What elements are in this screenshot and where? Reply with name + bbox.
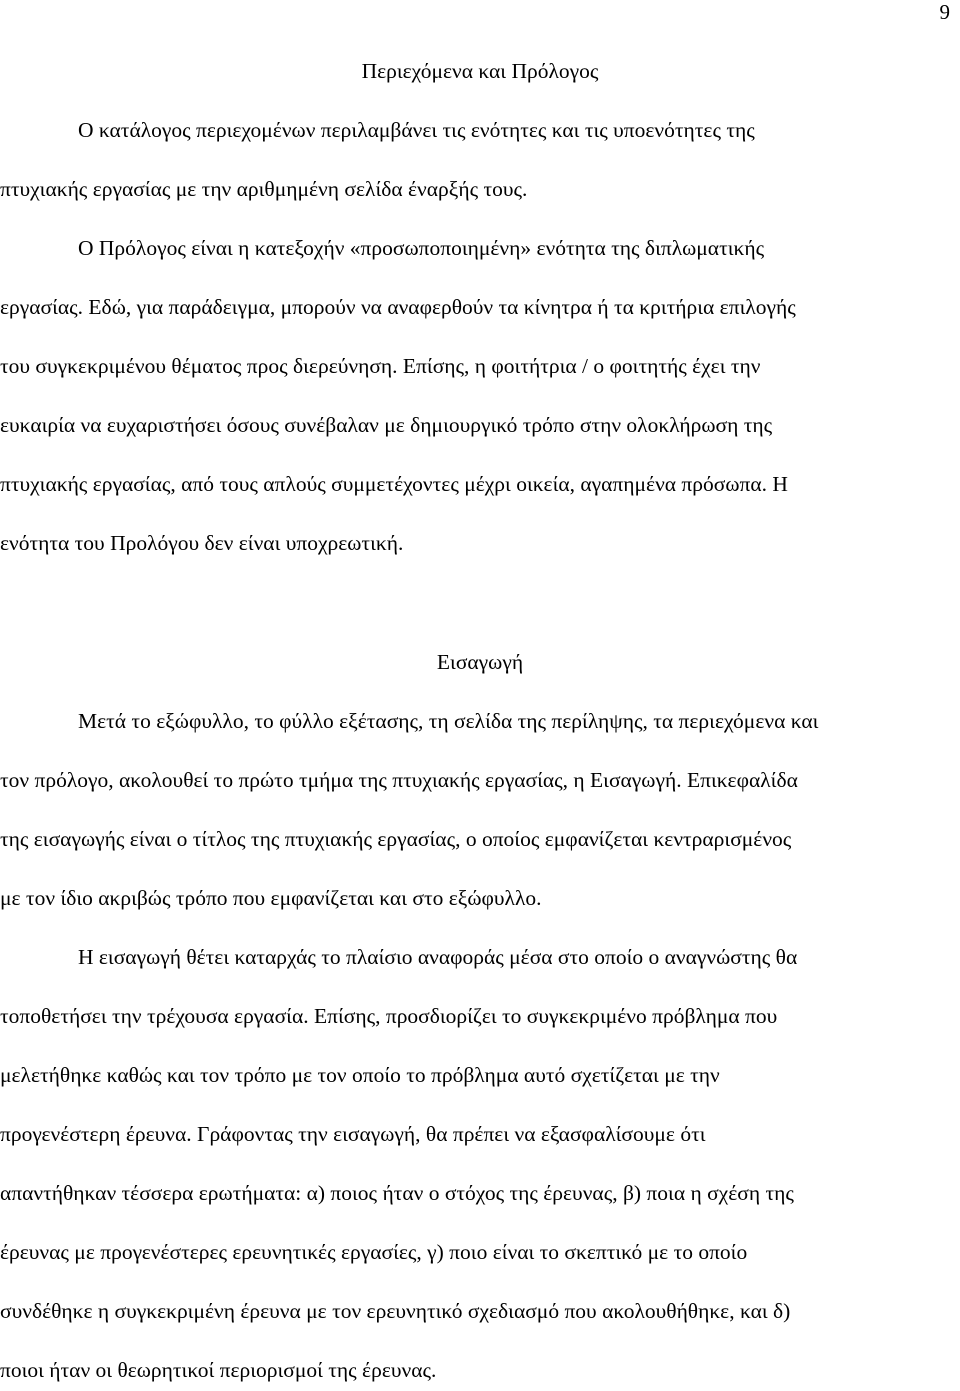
paragraph-line: με τον ίδιο ακριβώς τρόπο που εμφανίζεται και στο εξώφυλλο. xyxy=(0,886,542,910)
paragraph-line: Ο κατάλογος περιεχομένων περιλαμβάνει τις ενότητες και τις υποενότητες της xyxy=(78,118,755,142)
page-number: 9 xyxy=(939,0,950,24)
paragraph-line: Μετά το εξώφυλλο, το φύλλο εξέτασης, τη σελίδα της περίληψης, τα περιεχόμενα και xyxy=(78,709,819,733)
section-heading-introduction: Εισαγωγή xyxy=(436,650,524,674)
paragraph-line: του συγκεκριμένου θέματος προς διερεύνηση. Επίσης, η φοιτήτρια / ο φοιτητής έχει την xyxy=(0,354,761,378)
paragraph-line: απαντήθηκαν τέσσερα ερωτήματα: α) ποιος ήταν ο στόχος της έρευνας, β) ποια η σχέση της xyxy=(0,1181,794,1205)
paragraph-line: πτυχιακής εργασίας με την αριθμημένη σελίδα έναρξής τους. xyxy=(0,177,528,201)
paragraph-line: ποιοι ήταν οι θεωρητικοί περιορισμοί της έρευνας. xyxy=(0,1358,437,1382)
paragraph-line: έρευνας με προγενέστερες ερευνητικές εργασίες, γ) ποιο είναι το σκεπτικό με το οποίο xyxy=(0,1240,748,1264)
paragraph-line: πτυχιακής εργασίας, από τους απλούς συμμετέχοντες μέχρι οικεία, αγαπημένα πρόσωπα. Η xyxy=(0,472,788,496)
paragraph-line: Ο Πρόλογος είναι η κατεξοχήν «προσωποποιημένη» ενότητα της διπλωματικής xyxy=(78,236,765,260)
paragraph-line: της εισαγωγής είναι ο τίτλος της πτυχιακής εργασίας, ο οποίος εμφανίζεται κεντραρισμένος xyxy=(0,827,792,851)
paragraph-line: εργασίας. Εδώ, για παράδειγμα, μπορούν να αναφερθούν τα κίνητρα ή τα κριτήρια επιλογής xyxy=(0,295,796,319)
paragraph-line: συνδέθηκε η συγκεκριμένη έρευνα με τον ερευνητικό σχεδιασμό που ακολουθήθηκε, και δ) xyxy=(0,1299,791,1323)
paragraph-line: Η εισαγωγή θέτει καταρχάς το πλαίσιο αναφοράς μέσα στο οποίο ο αναγνώστης θα xyxy=(78,945,798,969)
paragraph-line: προγενέστερη έρευνα. Γράφοντας την εισαγωγή, θα πρέπει να εξασφαλίσουμε ότι xyxy=(0,1122,706,1146)
paragraph-line: ευκαιρία να ευχαριστήσει όσους συνέβαλαν με δημιουργικό τρόπο στην ολοκλήρωση της xyxy=(0,413,773,437)
paragraph-line: μελετήθηκε καθώς και τον τρόπο με τον οποίο το πρόβλημα αυτό σχετίζεται με την xyxy=(0,1063,720,1087)
section-heading-contents-prologue: Περιεχόμενα και Πρόλογος xyxy=(361,59,599,83)
paragraph-line: ενότητα του Προλόγου δεν είναι υποχρεωτική. xyxy=(0,531,404,555)
paragraph-line: τον πρόλογο, ακολουθεί το πρώτο τμήμα της πτυχιακής εργασίας, η Εισαγωγή. Επικεφαλίδα xyxy=(0,768,798,792)
paragraph-line: τοποθετήσει την τρέχουσα εργασία. Επίσης, προσδιορίζει το συγκεκριμένο πρόβλημα που xyxy=(0,1004,778,1028)
